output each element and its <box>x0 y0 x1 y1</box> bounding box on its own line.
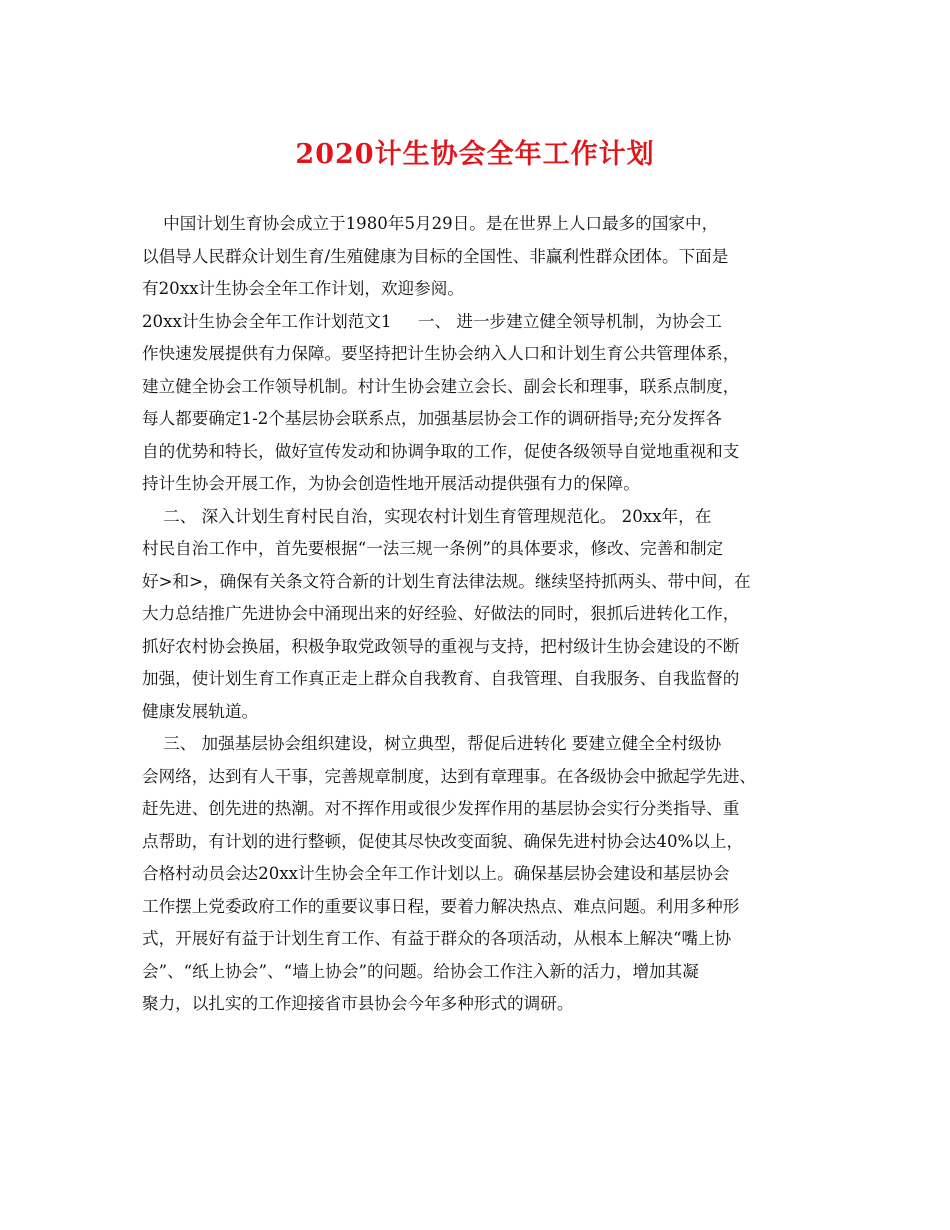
body-text-line: 20xx计生协会全年工作计划范文1 一、 进一步建立健全领导机制，为协会工 <box>142 311 722 331</box>
body-text-line: 会”、“纸上协会”、“墙上协会”的问题。给协会工作注入新的活力，增加其凝 <box>142 961 699 981</box>
body-text-line: 大力总结推广先进协会中涌现出来的好经验、好做法的同时，狠抓后进转化工作， <box>142 604 740 623</box>
body-text-line: 有20xx计生协会全年工作计划，欢迎参阅。 <box>142 279 464 298</box>
body-text-line: 加强，使计划生育工作真正走上群众自我教育、自我管理、自我服务、自我监督的 <box>142 669 740 688</box>
body-text-line: 以倡导人民群众计划生育/生殖健康为目标的全国性、非赢利性群众团体。下面是 <box>142 246 729 266</box>
body-text-line: 二、 深入计划生育村民自治，实现农村计划生育管理规范化。 20xx年，在 <box>142 506 712 526</box>
body-text-line: 每人都要确定1-2个基层协会联系点，加强基层协会工作的调研指导;充分发挥各 <box>142 409 722 428</box>
body-text-line: 村民自治工作中，首先要根据“一法三规一条例”的具体要求，修改、完善和制定 <box>142 539 724 558</box>
body-text-line: 三、 加强基层协会组织建设，树立典型，帮促后进转化 要建立健全全村级协 <box>142 734 722 753</box>
body-text-line: 中国计划生育协会成立于1980年5月29日。是在世界上人口最多的国家中， <box>142 214 719 233</box>
body-text-line: 抓好农村协会换届，积极争取党政领导的重视与支持，把村级计生协会建设的不断 <box>142 636 740 656</box>
body-text-line: 会网络，达到有人干事，完善规章制度，达到有章理事。在各级协会中掀起学先进、 <box>142 766 756 786</box>
body-text-line: 自的优势和特长，做好宣传发动和协调争取的工作，促使各级领导自觉地重视和支 <box>142 441 740 461</box>
body-text-line: 建立健全协会工作领导机制。村计生协会建立会长、副会长和理事，联系点制度， <box>142 376 740 396</box>
body-text-line: 工作摆上党委政府工作的重要议事日程，要着力解决热点、难点问题。利用多种形 <box>142 896 740 916</box>
document-title: 2020计生协会全年工作计划 <box>295 139 655 170</box>
body-text-line: 作快速发展提供有力保障。要坚持把计生协会纳入人口和计划生育公共管理体系， <box>142 344 740 363</box>
body-text-line: 式，开展好有益于计划生育工作、有益于群众的各项活动，从根本上解决“嘴上协 <box>142 929 732 948</box>
body-text-line: 好>和>，确保有关条文符合新的计划生育法律法规。继续坚持抓两头、带中间，在 <box>142 571 751 591</box>
body-text-line: 聚力，以扎实的工作迎接省市县协会今年多种形式的调研。 <box>142 994 574 1013</box>
document-body <box>142 208 822 1021</box>
body-text-line: 点帮助，有计划的进行整顿，促使其尽快改变面貌、确保先进村协会达40%以上， <box>142 831 744 851</box>
body-text-line: 赶先进、创先进的热潮。对不挥作用或很少发挥作用的基层协会实行分类指导、重 <box>142 799 740 818</box>
body-text-line: 合格村动员会达20xx计生协会全年工作计划以上。确保基层协会建设和基层协会 <box>142 864 730 883</box>
body-text-line: 持计生协会开展工作，为协会创造性地开展活动提供强有力的保障。 <box>142 474 640 493</box>
body-text-line: 健康发展轨道。 <box>142 701 259 721</box>
